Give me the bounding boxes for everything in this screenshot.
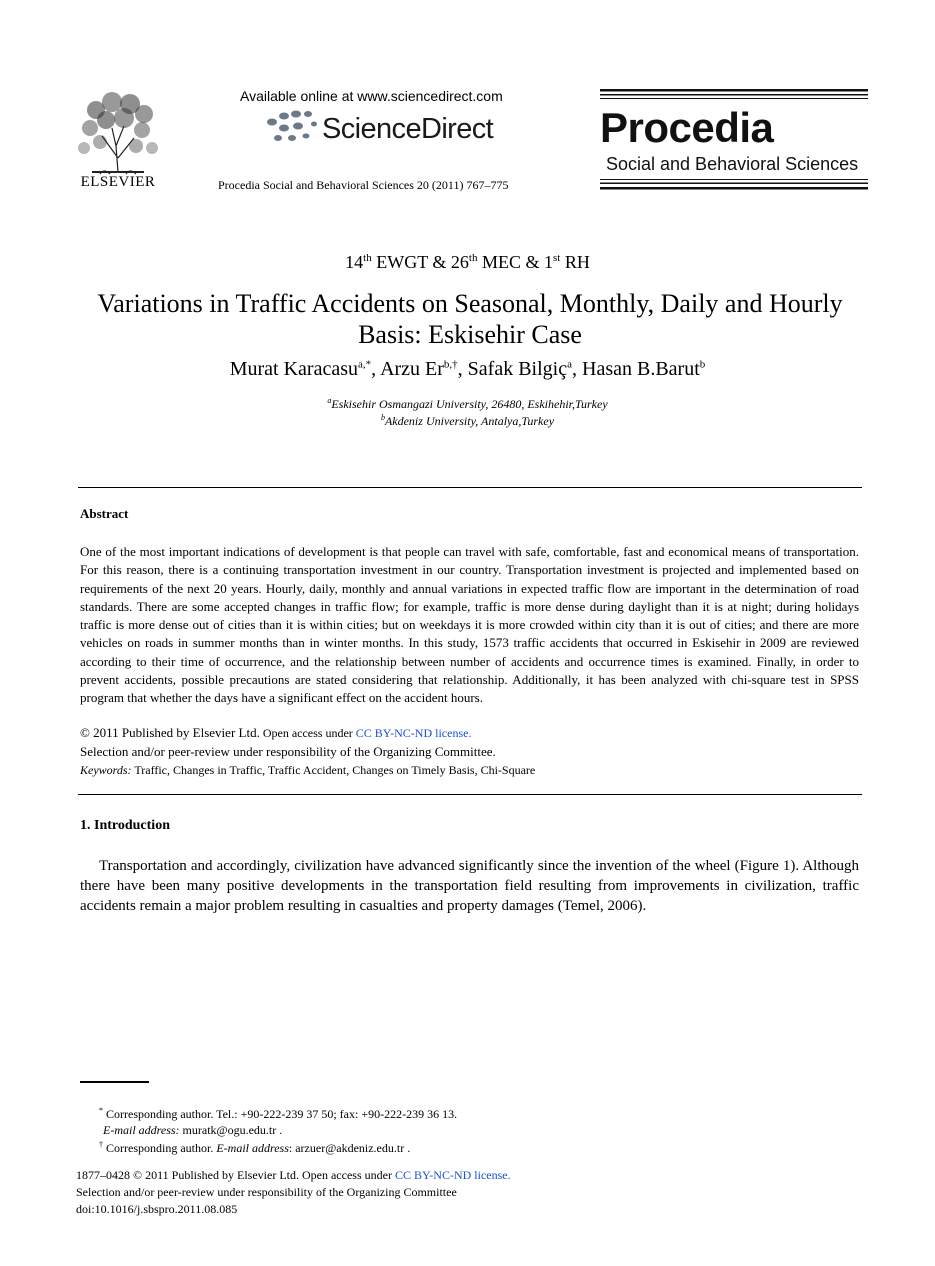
author-name: Hasan B.Barut xyxy=(582,358,700,380)
section-body: Transportation and accordingly, civilization have advanced significantly since the invention of the wheel (Figure 1). Although there have been many positive developments in the transportation field resulting from improvements in civilization, traffic accidents remain a major problem resulting in casualties and property damages (Temel, 2006). xyxy=(80,858,859,914)
author-name: Murat Karacasu xyxy=(229,358,359,380)
doi-line[interactable]: doi:10.1016/j.sbspro.2011.08.085 xyxy=(76,1202,238,1216)
journal-reference: Procedia Social and Behavioral Sciences 20 (2011) 767–775 xyxy=(218,178,509,192)
conference-line: 14th EWGT & 26th MEC & 1st RH xyxy=(345,252,590,272)
procedia-wordmark: Procedia xyxy=(600,104,774,151)
author-list: Murat Karacasu$^{a,*}$, Arzu $Er^{b,\dagger}$, Safak Bilgiç$^a$, Hasan B.Barut$^b$ xyxy=(229,358,706,380)
procedia-subtitle: Social and Behavioral Sciences xyxy=(606,154,859,174)
copyright-line: © 2011 Published by Elsevier Ltd. Open access under CC BY-NC-ND license. xyxy=(80,725,472,740)
affiliation-b: $^b$Akdeniz University, Antalya,Turkey xyxy=(380,413,555,428)
peer-review-line: Selection and/or peer-review under responsibility of the Organizing Committee. xyxy=(80,744,496,759)
affiliation-a: $^a$Eskisehir Osmangazi University, 26480, Eskihehir,Turkey xyxy=(327,396,608,411)
paper-title: Variations in Traffic Accidents on Seasonal, Monthly, Daily and Hourly Basis: Eskisehir Case xyxy=(97,289,843,349)
license-link[interactable]: CC BY-NC-ND license. xyxy=(394,1168,511,1182)
footnote-rule xyxy=(80,1081,149,1083)
abstract-body: One of the most important indications of development is that people can travel with safe, comfortable, fast and economical means of transportation. For this reason, there is a continuing transportation investment in our country. Transportation investment is projected and implemented based on requirements of the next 20 years. Hourly, daily, monthly and annual variations in expected traffic flow are important in the determination of road standards. There are some accepted changes in traffic flow; for example, traffic is more dense during daylight than it is at night; during holidays traffic is more dense out of cities than it is within cities; but on weekdays it is more crowded within city than it is out of cities; and there are more vehicles on roads in summer months than in winter months. In this study, 1573 traffic accidents that occurred in Eskisehir in 2009 are reviewed according to their time of occurrence, and the relationship between number of accidents and occurrence times is examined. Finally, in order to prevent accidents, possible precautions are stated considering that relationship. Additionally, it has been analyzed with chi-square test in SPSS program that whether the days have a significant effect on the accident hours. xyxy=(80,544,859,706)
sciencedirect-wordmark: ScienceDirect xyxy=(322,113,494,145)
keywords-line: Keywords: Traffic, Changes in Traffic, Traffic Accident, Changes on Timely Basis, Chi-Square xyxy=(80,763,536,777)
issn-line: 1877–0428 © 2011 Published by Elsevier Ltd. Open access under CC BY-NC-ND license. xyxy=(76,1168,511,1182)
author-name: Safak Bilgiç xyxy=(467,358,568,380)
bottom-peer-review: Selection and/or peer-review under responsibility of the Organizing Committee xyxy=(76,1185,457,1199)
author-name: Arzu Er xyxy=(380,358,444,380)
abstract-heading: Abstract xyxy=(80,506,129,521)
section-heading: 1. Introduction xyxy=(80,818,170,833)
footnote-1-email: E-mail address: muratk@ogu.edu.tr . xyxy=(103,1123,283,1137)
divider xyxy=(78,794,862,795)
license-link[interactable]: CC BY-NC-ND license. xyxy=(355,726,472,740)
available-online-text: Available online at www.sciencedirect.com xyxy=(240,88,503,104)
divider xyxy=(78,487,862,488)
footnote-2: † Corresponding author. E-mail address: arzuer@akdeniz.edu.tr . xyxy=(99,1140,411,1155)
footnote-1: * Corresponding author. Tel.: +90-222-239 37 50; fax: +90-222-239 36 13. xyxy=(99,1106,458,1121)
sciencedirect-dots-icon xyxy=(262,108,322,148)
elsevier-wordmark: ELSEVIER xyxy=(80,174,156,190)
